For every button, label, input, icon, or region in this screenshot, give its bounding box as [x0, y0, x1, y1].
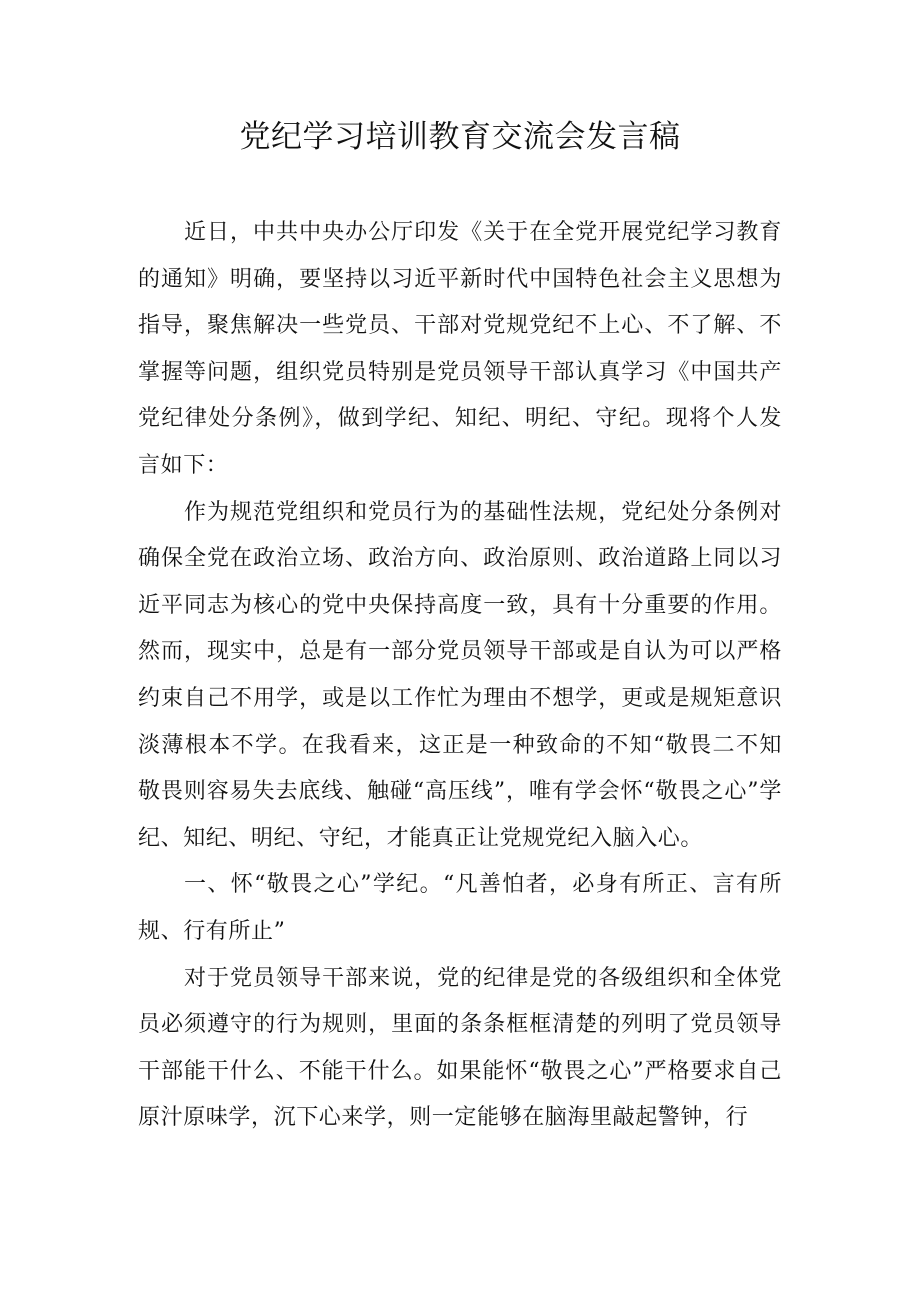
paragraph-background: 作为规范党组织和党员行为的基础性法规，党纪处分条例对确保全党在政治立场、政治方向、政治原则、政治道路上同以习近平同志为核心的党中央保持高度一致，具有十分重要的作用。然而，现实中，总是有一部分党员领导干部或是自认为可以严格约束自己不用学，或是以工作忙为理由不想学，更或是规矩意识淡薄根本不学。在我看来，这正是一种致命的不知“敬畏二不知敬畏则容易失去底线、触碰“高压线”，唯有学会怀“敬畏之心”学纪、知纪、明纪、守纪，才能真正让党规党纪入脑入心。: [138, 499, 782, 851]
document-body: [138, 210, 782, 1142]
document-title: 党纪学习培训教育交流会发言稿: [239, 119, 681, 155]
paragraph-intro: 近日，中共中央办公厅印发《关于在全党开展党纪学习教育的通知》明确，要坚持以习近平新时代中国特色社会主义思想为指导，聚焦解决一些党员、干部对党规党纪不上心、不了解、不掌握等问题，组织党员特别是党员领导干部认真学习《中国共产党纪律处分条例》，做到学纪、知纪、明纪、守纪。现将个人发言如下：: [138, 220, 782, 478]
paragraph-section-1: 对于党员领导干部来说，党的纪律是党的各级组织和全体党员必须遵守的行为规则，里面的条条框框清楚的列明了党员领导干部能干什么、不能干什么。如果能怀“敬畏之心”严格要求自己原汁原味学，沉下心来学，则一定能够在脑海里敲起警钟，行: [138, 965, 782, 1131]
section-heading-1: 一、怀“敬畏之心”学纪。“凡善怕者，必身有所正、言有所规、行有所止”: [138, 872, 782, 944]
